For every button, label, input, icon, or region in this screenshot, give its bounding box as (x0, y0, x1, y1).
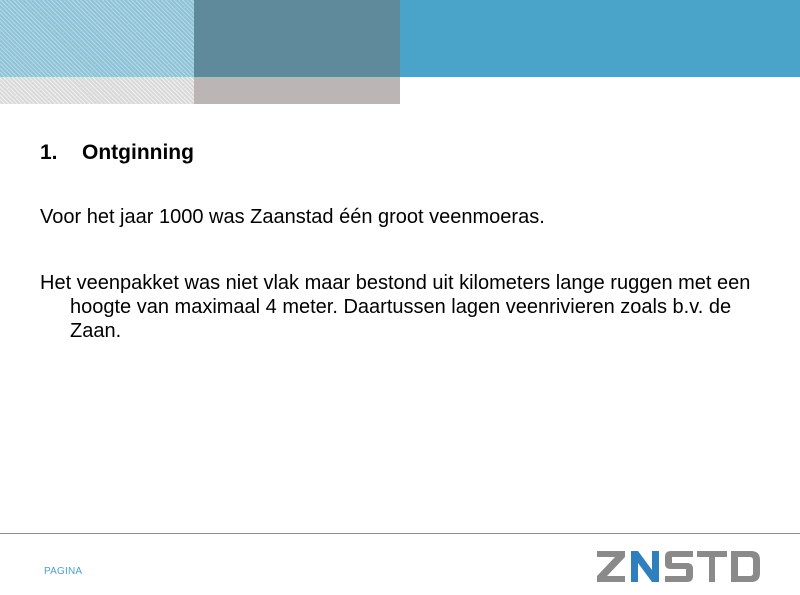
page-label: PAGINA (44, 566, 83, 577)
body-paragraph-2: Het veenpakket was niet vlak maar bestond uit kilometers lange ruggen met een hoogte van maximaal 4 meter. Daartussen lagen veenrivieren zoals b.v. de Zaan. (40, 272, 751, 342)
znstd-logo (597, 548, 762, 584)
header-pattern-block (0, 0, 194, 77)
logo-letter-n (631, 551, 659, 582)
logo-letter-z (597, 551, 625, 582)
header-grey-pattern-block (0, 77, 194, 104)
logo-letter-t (697, 551, 727, 582)
znstd-logo-graphic (597, 548, 762, 584)
heading-number: 1. (40, 141, 58, 164)
logo-letter-s (665, 551, 693, 582)
header-dark-block (194, 0, 400, 77)
footer-divider (0, 533, 800, 534)
body-paragraph-1: Voor het jaar 1000 was Zaanstad één groot veenmoeras. (40, 206, 545, 228)
header-grey-block (194, 77, 400, 104)
heading-title: Ontginning (82, 141, 194, 164)
logo-letter-d (731, 551, 760, 582)
slide-heading (40, 141, 194, 165)
header-blue-bar (400, 0, 800, 77)
